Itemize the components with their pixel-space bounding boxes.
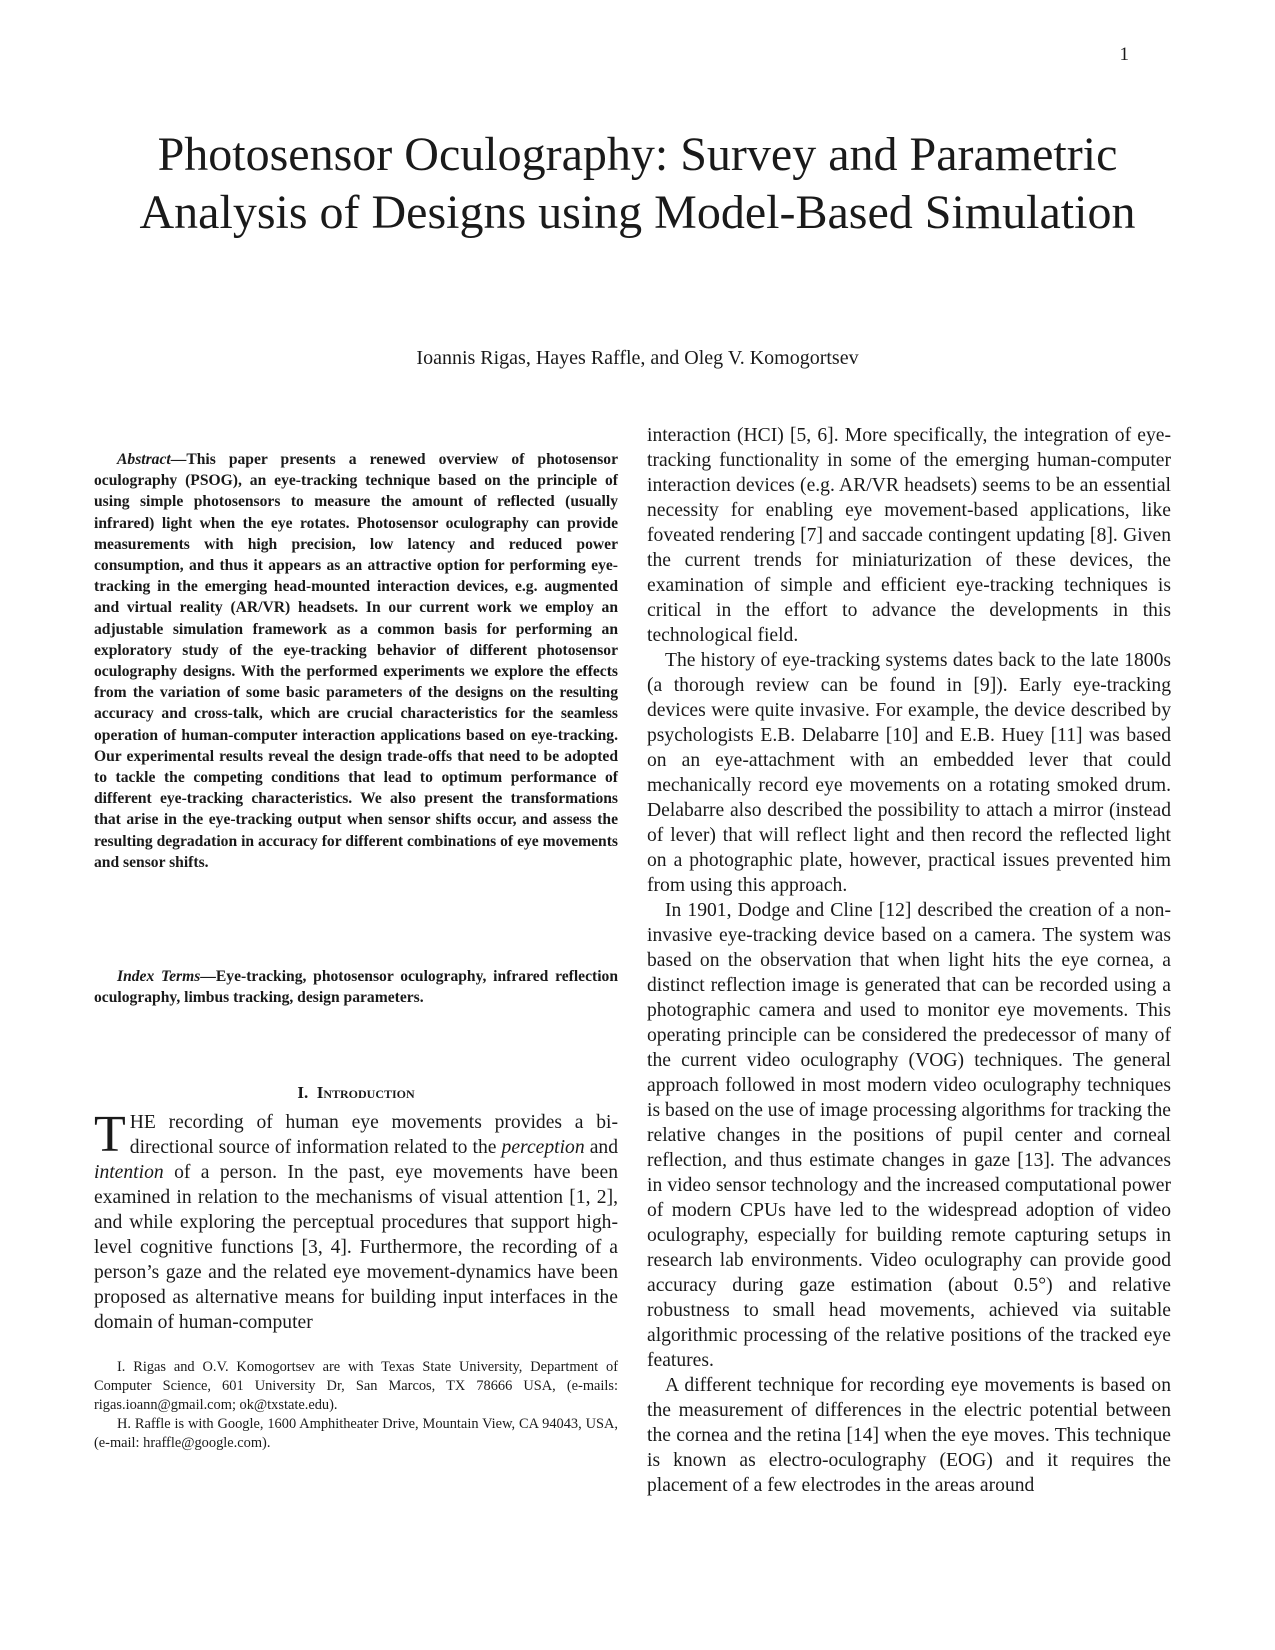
footnote-affiliation-1: I. Rigas and O.V. Komogortsev are with Texas State University, Department of Computer Science, 601 University Dr, San Marcos, TX 78666 USA, (e-mails: rigas.ioann@gmail.com; ok@txstate.edu). <box>94 1359 618 1413</box>
index-terms <box>94 966 618 1008</box>
paragraph-eog: A different technique for recording eye movements is based on the measurement of differences in the electric potential between the cornea and the retina [14] when the eye moves. This technique is known as electro-oculography (EOG) and it requires the placement of a few electrodes in the areas around <box>647 1375 1171 1496</box>
index-terms-dash: — <box>200 968 216 985</box>
author-list: Ioannis Rigas, Hayes Raffle, and Oleg V. Komogortsev <box>416 347 859 369</box>
section-title-rest: ntroduction <box>323 1083 415 1102</box>
index-terms-label: Index Terms <box>117 968 201 985</box>
paragraph-hci-continuation: interaction (HCI) [5, 6]. More specifically, the integration of eye-tracking functionality in some of the emerging human-computer interaction devices (e.g. AR/VR headsets) seems to be an essential necessity for enabling eye movement-based applications, like foveated rendering [7] and saccade contingent updating [8]. Given the current trends for miniaturization of these devices, the examination of simple and efficient eye-tracking techniques is critical in the effort to advance the developments in this technological field. <box>647 425 1171 646</box>
footnotes <box>94 1358 618 1453</box>
footnote-affiliation-2: H. Raffle is with Google, 1600 Amphitheater Drive, Mountain View, CA 94043, USA, (e-mail: hraffle@google.com). <box>94 1416 618 1451</box>
section-heading-introduction <box>94 1083 618 1103</box>
abstract-text: This paper presents a renewed overview of photosensor oculography (PSOG), an eye-tracking technique based on the principle of using simple photosensors to measure the amount of reflected (usually infrared) light when the eye rotates. Photosensor oculography can provide measurements with high precision, low latency and reduced power consumption, and thus it appears as an attractive option for performing eye-tracking in the emerging head-mounted interaction devices, e.g. augmented and virtual reality (AR/VR) headsets. In our current work we employ an adjustable simulation framework as a common basis for performing an exploratory study of the eye-tracking behavior of different photosensor oculography designs. With the performed experiments we explore the effects from the variation of some basic parameters of the designs on the resulting accuracy and cross-talk, which are crucial characteristics for the seamless operation of human-computer interaction applications based on eye-tracking. Our experimental results reveal the design trade-offs that need to be adopted to tackle the competing conditions that lead to optimum performance of different eye-tracking characteristics. We also present the transformations that arise in the eye-tracking output when sensor shifts occur, and assess the resulting degradation in accuracy for different combinations of eye movements and sensor shifts. <box>94 451 618 871</box>
introduction-paragraph <box>94 1106 618 1335</box>
abstract-dash: — <box>170 451 187 468</box>
intro-emphasis-intention: intention <box>94 1162 164 1183</box>
index-terms-text: Eye-tracking, photosensor oculography, infrared reflection oculography, limbus tracking, design parameters. <box>94 968 618 1007</box>
right-column <box>647 423 1171 1498</box>
intro-text-3: of a person. In the past, eye movements have been examined in relation to the mechanisms of visual attention [1, 2], and while exploring the perceptual procedures that support high-level cognitive functions [3, 4]. Furthermore, the recording of a person’s gaze and the related eye movement-dynamics have been proposed as alternative means for building input interfaces in the domain of human-computer <box>94 1162 618 1333</box>
abstract-label: Abstract <box>117 451 171 468</box>
abstract <box>94 449 618 873</box>
paper-title: Photosensor Oculography: Survey and Parametric Analysis of Designs using Model-Based Simulation <box>139 128 1136 239</box>
paragraph-history: The history of eye-tracking systems dates back to the late 1800s (a thorough review can be found in [9]). Early eye-tracking devices were quite invasive. For example, the device described by psychologists E.B. Delabarre [10] and E.B. Huey [11] was based on an eye-attachment with an embedded lever that could mechanically record eye movements on a rotating smoked drum. Delabarre also described the possibility to attach a mirror (instead of lever) that will reflect light and then record the reflected light on a photographic plate, however, practical issues prevented him from using this approach. <box>647 650 1171 896</box>
intro-text-2: and <box>584 1137 618 1158</box>
drop-cap: T <box>94 1106 126 1163</box>
intro-emphasis-perception: perception <box>501 1137 585 1158</box>
intro-text-1: HE recording of human eye movements provides a bi-directional source of information related to the <box>129 1112 618 1158</box>
page-number: 1 <box>1119 44 1129 65</box>
section-number: I. <box>297 1083 309 1102</box>
section-initial: I <box>316 1083 324 1102</box>
paragraph-dodge-cline: In 1901, Dodge and Cline [12] described the creation of a non-invasive eye-tracking device based on a camera. The system was based on the observation that when light hits the eye cornea, a distinct reflection image is generated that can be recorded using a photographic camera and used to monitor eye movements. This operating principle can be considered the predecessor of many of the current video oculography (VOG) techniques. The general approach followed in most modern video oculography techniques is based on the use of image processing algorithms for tracking the relative changes in the positions of pupil center and corneal reflection, and thus estimate changes in gaze [13]. The advances in video sensor technology and the increased computational power of modern CPUs have led to the widespread adoption of video oculography, especially for building remote capturing setups in research lab environments. Video oculography can provide good accuracy during gaze estimation (about 0.5°) and relative robustness to small head movements, achieved via suitable algorithmic processing of the relative positions of the tracked eye features. <box>647 900 1171 1371</box>
